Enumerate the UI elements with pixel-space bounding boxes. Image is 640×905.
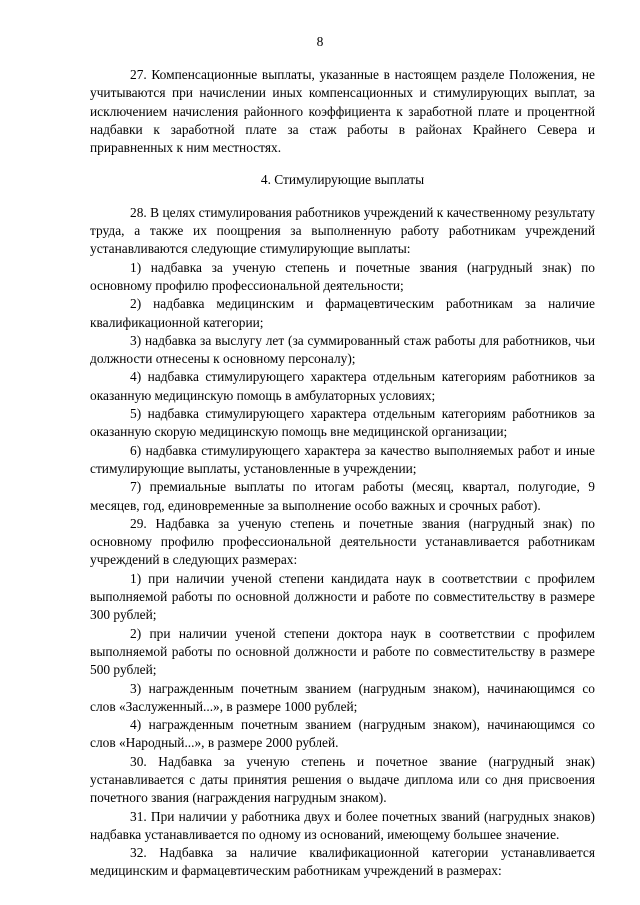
list-item: 3) награжденным почетным званием (нагрудным знаком), начинающимся со слов «Заслуженный...», в размере 1000 рублей; <box>90 680 595 714</box>
document-body <box>90 66 595 881</box>
list-item: 2) надбавка медицинским и фармацевтическим работникам за наличие квалификационной категории; <box>90 296 595 330</box>
page-number: 8 <box>316 34 324 49</box>
section-heading: 4. Стимулирующие выплаты <box>260 172 425 188</box>
paragraph-31: 31. При наличии у работника двух и более почетных званий (нагрудных знаков) надбавка устанавливается по одному из оснований, имеющему большее значение. <box>90 808 595 842</box>
list-item: 5) надбавка стимулирующего характера отдельным категориям работников за оказанную скорую медицинскую помощь вне медицинской организации; <box>90 406 595 440</box>
paragraph-28: 28. В целях стимулирования работников учреждений к качественному результату труда, а также их поощрения за выполненную работу работникам учреждений устанавливаются следующие стимулирующие выплаты: <box>90 204 595 257</box>
list-item: 3) надбавка за выслугу лет (за суммированный стаж работы для работников, чьи должности отнесены к основному персоналу); <box>90 332 595 367</box>
paragraph-32: 32. Надбавка за наличие квалификационной категории устанавливается медицинским и фармацевтическим работникам учреждений в размерах: <box>90 845 595 879</box>
paragraph-27: 27. Компенсационные выплаты, указанные в настоящем разделе Положения, не учитываются при начислении иных компенсационных и стимулирующих выплат, за исключением начисления районного коэффициента к заработной плате и процентной надбавки к заработной плате за стаж работы в районах Крайнего Севера и приравненных к ним местностях. <box>90 67 595 156</box>
paragraph-29: 29. Надбавка за ученую степень и почетные звания (нагрудный знак) по основному профилю профессиональной деятельности устанавливается работникам учреждений в следующих размерах: <box>90 515 595 568</box>
list-item: 4) надбавка стимулирующего характера отдельным категориям работников за оказанную медицинскую помощь в амбулаторных условиях; <box>90 369 595 403</box>
list-item: 2) при наличии ученой степени доктора наук в соответствии с профилем выполняемой работы по основной должности и работе по совместительству в размере 500 рублей; <box>90 625 595 678</box>
list-item: 1) при наличии ученой степени кандидата наук в соответствии с профилем выполняемой работы по основной должности и работе по совместительству в размере 300 рублей; <box>90 570 595 623</box>
list-item: 4) награжденным почетным званием (нагрудным знаком), начинающимся со слов «Народный...», в размере 2000 рублей. <box>90 717 595 751</box>
list-item: 1) надбавка за ученую степень и почетные звания (нагрудный знак) по основному профилю профессиональной деятельности; <box>90 259 595 293</box>
paragraph-30: 30. Надбавка за ученую степень и почетное звание (нагрудный знак) устанавливается с даты принятия решения о выдаче диплома или со дня присвоения почетного звания (награждения нагрудным знаком). <box>90 753 595 806</box>
list-item: 7) премиальные выплаты по итогам работы (месяц, квартал, полугодие, 9 месяцев, год, единовременные за выполнение особо важных и срочных работ). <box>90 479 595 513</box>
list-item: 6) надбавка стимулирующего характера за качество выполняемых работ и иные стимулирующие выплаты, установленные в учреждении; <box>90 442 595 476</box>
